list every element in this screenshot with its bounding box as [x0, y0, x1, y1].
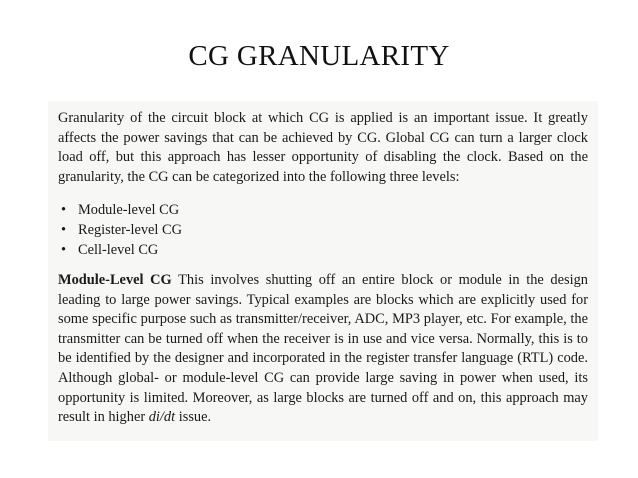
granularity-levels-list [58, 200, 182, 260]
list-item [58, 240, 182, 260]
slide-title: CG GRANULARITY [188, 40, 450, 72]
list-item-label: Module-level CG [78, 202, 180, 218]
list-item-label: Cell-level CG [78, 242, 159, 258]
bullet-icon: • [61, 242, 67, 258]
list-item [58, 200, 182, 220]
intro-paragraph: Granularity of the circuit block at which CG is applied is an important issue. It greatly affects the power savings that can be achieved by CG. Global CG can turn a larger clock load off, but this approach has lesser opportunity of disabling the clock. Based on the granularity, the CG can be categorized into the following three levels: [58, 110, 588, 185]
text-excerpt [48, 101, 598, 441]
list-item [58, 220, 182, 240]
didt-term: di/dt [148, 409, 176, 426]
list-item-label: Register-level CG [78, 222, 183, 238]
bullet-icon: • [61, 222, 67, 238]
module-level-heading: Module-Level CG [58, 272, 172, 288]
bullet-icon: • [61, 202, 67, 218]
module-level-body: This involves shutting off an entire block or module in the design leading to large power savings. Typical examples are blocks which are explicitly used for some specific purpose such as transmitter/receiver, ADC, MP3 player, etc. For example, the transmitter can be turned off when the receiver is in use and vice versa. Normally, this is to be identified by the designer and incorporated in the register transfer language (RTL) code. Although global- or module-level CG can provide large saving in power when used, its opportunity is limited. Moreover, as large blocks are turned off and on, this approach may result in higher [58, 272, 589, 426]
module-level-ending: issue. [178, 409, 212, 426]
module-level-paragraph [58, 271, 588, 428]
